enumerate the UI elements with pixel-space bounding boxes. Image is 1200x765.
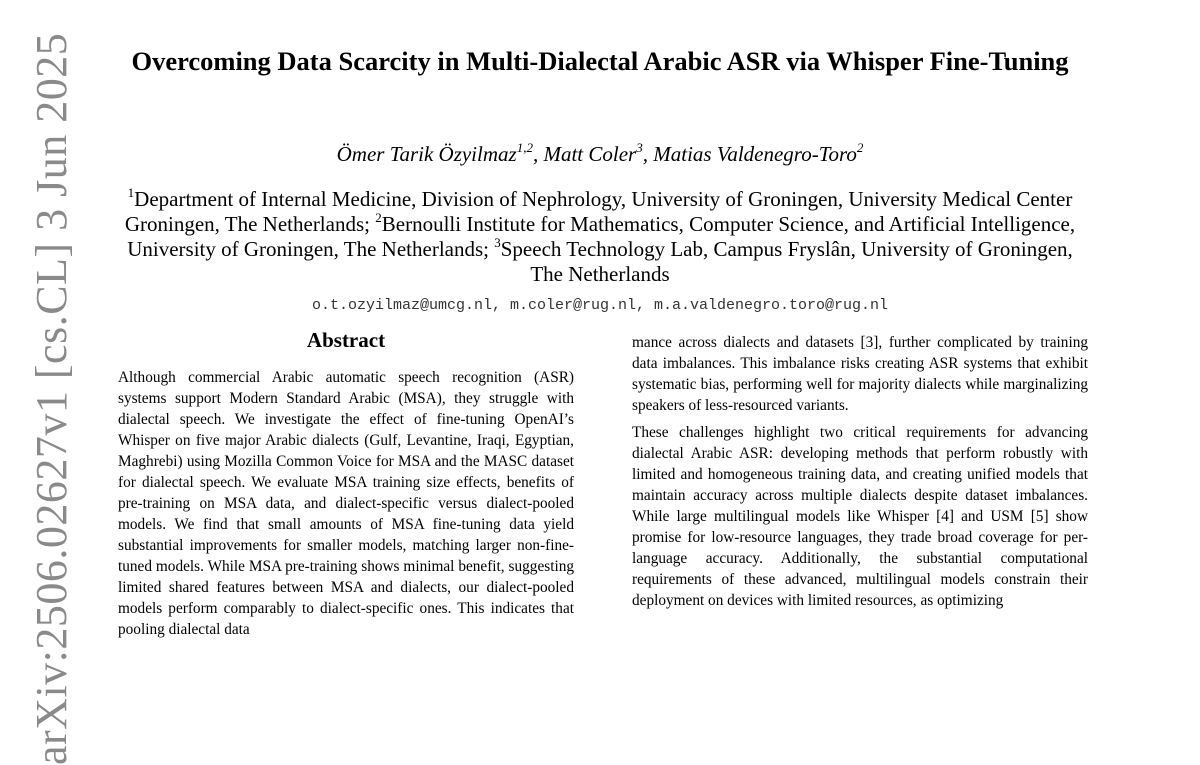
paper-title: Overcoming Data Scarcity in Multi-Dialectal Arabic ASR via Whisper Fine-Tuning (131, 46, 1069, 76)
author-name: Matt Coler (543, 142, 637, 166)
abstract-heading: Abstract (306, 328, 386, 352)
author: Ömer Tarik Özyilmaz$^{1,2}$, (336, 139, 544, 166)
affiliation-text: Department of Internal Medicine, Division of Nephrology, University of Groningen, University Medical Center Groningen, The Netherlands; (124, 187, 1073, 236)
affiliation-text: Bernoulli Institute for Mathematics, Computer Science, and Artificial Intelligence, University of Groningen, The Netherlands; (127, 212, 1076, 261)
affiliation-mark: 2 (375, 209, 382, 225)
right-column (632, 332, 1088, 617)
abstract-paragraph: Although commercial Arabic automatic speech recognition (ASR) systems support Modern Standard Arabic (MSA), they struggle with dialectal speech. We investigate the effect of fine-tuning OpenAI’s Whisper on five major Arabic dialects (Gulf, Levantine, Iraqi, Egyptian, Maghrebi) using Mozilla Common Voice for MSA and the MASC dataset for dialectal speech. We evaluate MSA training size effects, benefits of pre-training on MSA data, and dialect-specific versus dialect-pooled models. We find that small amounts of MSA fine-tuning data yield substantial improvements for smaller models, matching larger non-fine-tuned models. While MSA pre-training shows minimal benefit, suggesting limited shared features between MSA and dialects, our dialect-pooled models perform comparably to dialect-specific ones. This indicates that pooling dialectal data (118, 369, 574, 638)
body-paragraph: These challenges highlight two critical requirements for advancing dialectal Arabic ASR: developing methods that perform robustly with limited and homogeneous training data, and creating unified models that maintain accuracy across multiple dialects despite dataset imbalances. While large multilingual models like Whisper [4] and USM [5] show promise for low-resource languages, they trade broad coverage for per-language accuracy. Additionally, the substantial computational requirements of these advanced, multilingual models constrain their deployment on devices with limited resources, as optimizing (632, 424, 1088, 609)
author-list (130, 141, 1070, 167)
author-affiliation-mark: 3 (636, 139, 643, 155)
affiliation-mark: 1 (127, 184, 135, 200)
body-paragraph: mance across dialects and datasets [3], further complicated by training data imbalances. This imbalance risks creating ASR systems that exhibit systematic bias, performing well for majority dialects while marginalizing speakers of less-resourced variants. (632, 334, 1088, 414)
arxiv-watermark (20, 32, 80, 765)
author-name: Ömer Tarik Özyilmaz (336, 142, 517, 166)
author-emails: o.t.ozyilmaz@umcg.nl, m.coler@rug.nl, m.a.valdenegro.toro@rug.nl (311, 297, 889, 314)
arxiv-watermark-text: arXiv:2506.02627v1 [cs.CL] 3 Jun 2025 (27, 32, 76, 765)
abstract-body (118, 367, 574, 646)
affiliation-mark: 3 (494, 234, 501, 250)
author (653, 139, 864, 166)
affiliation-text: Speech Technology Lab, Campus Fryslân, University of Groningen, The Netherlands (500, 237, 1073, 286)
author-name: Matias Valdenegro-Toro (653, 142, 857, 166)
author: Matt Coler$^3$, (543, 139, 654, 166)
author-affiliation-mark: 1,2 (516, 139, 533, 155)
author-affiliation-mark: 2 (856, 139, 864, 155)
affiliations (110, 184, 1090, 287)
